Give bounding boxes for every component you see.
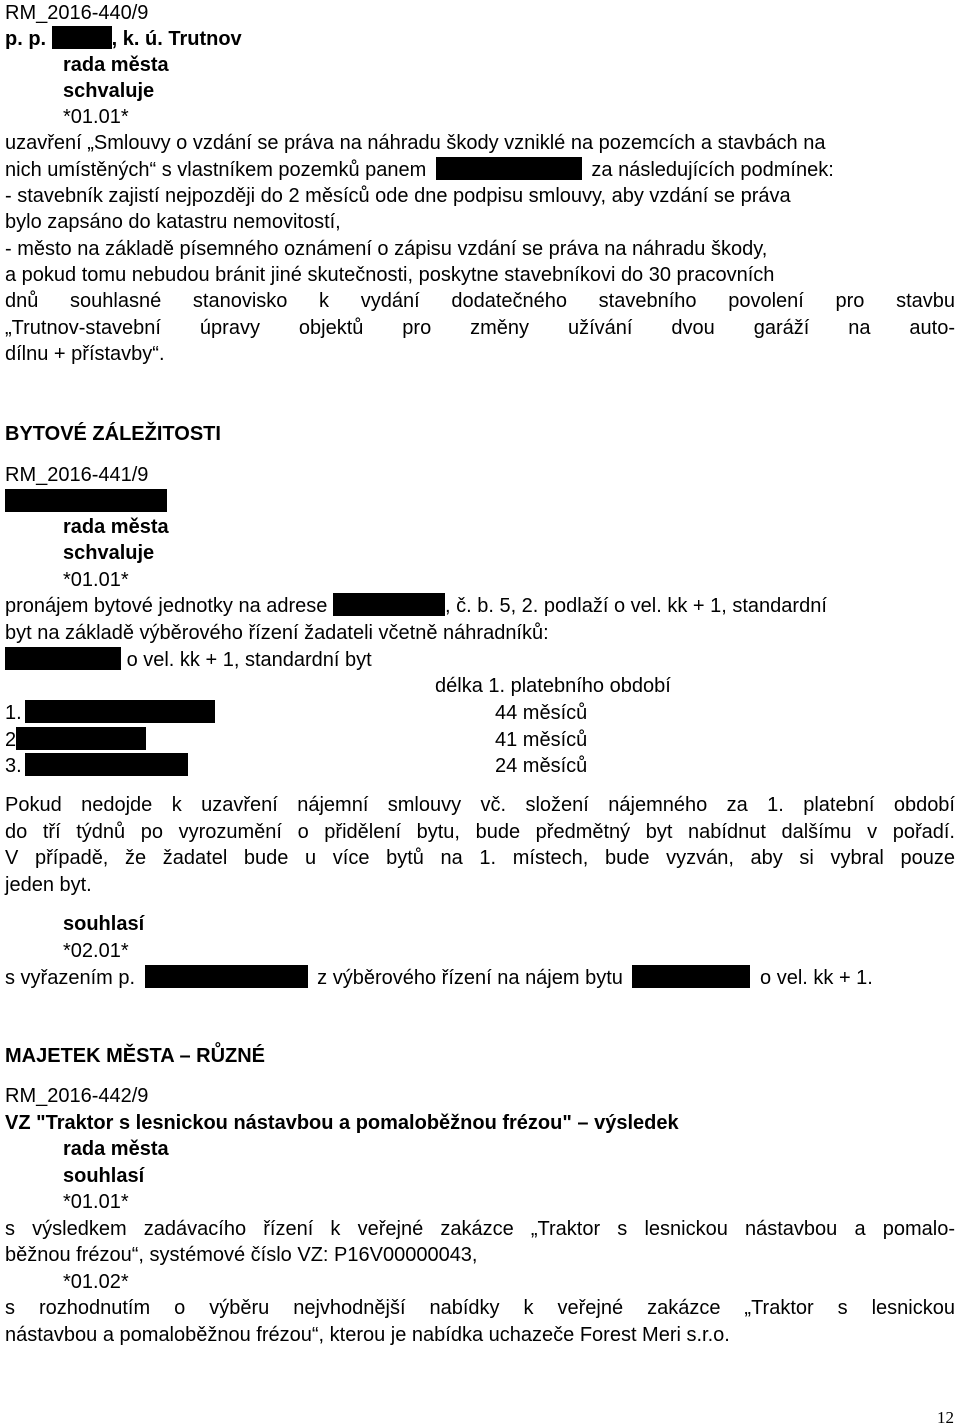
page-number: 12 bbox=[937, 1408, 954, 1427]
list-item bbox=[5, 700, 215, 727]
council-label: rada města bbox=[63, 1138, 169, 1160]
column-header: délka 1. platebního období bbox=[435, 675, 671, 697]
text-line: běžnou frézou“, systémové číslo VZ: P16V00000043, bbox=[5, 1244, 478, 1266]
resolution-ref-440: RM_2016-440/9 bbox=[5, 2, 149, 24]
section-heading: BYTOVÉ ZÁLEŽITOSTI bbox=[5, 423, 221, 445]
text-line: bylo zapsáno do katastru nemovitostí, bbox=[5, 211, 341, 233]
text-span: s vyřazením p. bbox=[5, 967, 136, 989]
text-line-justified: do tří týdnů po vyrozumění o přidělení bytu, bude předmětný byt nabídnut dalšímu v pořadí. bbox=[5, 821, 955, 843]
text-span: nich umístěných“ s vlastníkem pozemků panem bbox=[5, 159, 427, 181]
redaction-block bbox=[5, 647, 121, 670]
list-months: 41 měsíců bbox=[495, 729, 588, 751]
verb-label: schvaluje bbox=[63, 542, 155, 564]
resolution-ref-441: RM_2016-441/9 bbox=[5, 464, 149, 486]
text-line: - stavebník zajistí nejpozději do 2 měsíců ode dne podpisu smlouvy, aby vzdání se práva bbox=[5, 185, 791, 207]
resolution-subject-441 bbox=[5, 489, 167, 516]
text-span: o vel. kk + 1. bbox=[760, 967, 873, 989]
text-span: , č. b. 5, 2. podlaží o vel. kk + 1, standardní bbox=[444, 595, 827, 617]
text-line bbox=[5, 965, 873, 992]
list-item bbox=[5, 753, 188, 780]
text-line-justified: s rozhodnutím o výběru nejvhodnější nabídky k veřejné zakázce „Traktor s lesnickou bbox=[5, 1297, 955, 1319]
text-line: byt na základě výběrového řízení žadateli včetně náhradníků: bbox=[5, 622, 549, 644]
resolution-subject-440 bbox=[5, 26, 242, 53]
text-line bbox=[5, 647, 372, 674]
verb-label: souhlasí bbox=[63, 1165, 145, 1187]
text-line bbox=[5, 593, 827, 620]
text-span: o vel. kk + 1, standardní byt bbox=[126, 649, 372, 671]
clause-number: *01.01* bbox=[63, 106, 129, 128]
text-line: dílnu + přístavby“. bbox=[5, 343, 165, 365]
section-heading: MAJETEK MĚSTA – RŮZNÉ bbox=[5, 1045, 266, 1067]
redaction-block bbox=[632, 965, 750, 988]
text-line: uzavření „Smlouvy o vzdání se práva na náhradu škody vzniklé na pozemcích a stavbách na bbox=[5, 132, 826, 154]
list-number: 1. bbox=[5, 702, 22, 724]
redaction-block bbox=[52, 26, 112, 49]
resolution-ref-442: RM_2016-442/9 bbox=[5, 1085, 149, 1107]
subject-prefix: p. p. bbox=[5, 28, 47, 50]
redaction-block bbox=[333, 593, 445, 616]
list-item bbox=[5, 727, 146, 754]
text-line bbox=[5, 157, 834, 184]
text-line-justified: Pokud nedojde k uzavření nájemní smlouvy vč. složení nájemného za 1. platební období bbox=[5, 794, 955, 816]
redaction-block bbox=[25, 700, 215, 723]
text-line: nástavbou a pomaloběžnou frézou“, kterou je nabídka uchazeče Forest Meri s.r.o. bbox=[5, 1324, 730, 1346]
list-months: 44 měsíců bbox=[495, 702, 588, 724]
text-span: za následujících podmínek: bbox=[591, 159, 834, 181]
redaction-block bbox=[16, 727, 146, 750]
text-line-justified: dnů souhlasné stanovisko k vydání dodatečného stavebního povolení pro stavbu bbox=[5, 290, 955, 312]
verb-label: schvaluje bbox=[63, 80, 155, 102]
clause-number: *01.01* bbox=[63, 1191, 129, 1213]
list-number: 2 bbox=[5, 729, 17, 751]
text-span: z výběrového řízení na nájem bytu bbox=[317, 967, 623, 989]
text-line-justified: s výsledkem zadávacího řízení k veřejné zakázce „Traktor s lesnickou nástavbou a pomalo- bbox=[5, 1218, 955, 1240]
resolution-title: VZ "Traktor s lesnickou nástavbou a pomaloběžnou frézou" – výsledek bbox=[5, 1112, 679, 1134]
text-line-justified: V případě, že žadatel bude u více bytů na 1. místech, bude vyzván, aby si vybral pouze bbox=[5, 847, 955, 869]
redaction-block bbox=[145, 965, 308, 988]
list-months: 24 měsíců bbox=[495, 755, 588, 777]
clause-number: *02.01* bbox=[63, 940, 129, 962]
redaction-block bbox=[436, 157, 582, 180]
text-line-justified: „Trutnov-stavební úpravy objektů pro změny užívání dvou garáží na auto- bbox=[5, 317, 955, 339]
text-line: jeden byt. bbox=[5, 874, 92, 896]
subject-suffix: , k. ú. Trutnov bbox=[111, 28, 242, 50]
text-span: pronájem bytové jednotky na adrese bbox=[5, 595, 328, 617]
text-line: - město na základě písemného oznámení o zápisu vzdání se práva na náhradu škody, bbox=[5, 238, 768, 260]
clause-number: *01.01* bbox=[63, 569, 129, 591]
council-label: rada města bbox=[63, 516, 169, 538]
redaction-block bbox=[5, 489, 167, 512]
redaction-block bbox=[25, 753, 188, 776]
verb-label: souhlasí bbox=[63, 913, 145, 935]
list-number: 3. bbox=[5, 755, 22, 777]
council-label: rada města bbox=[63, 54, 169, 76]
clause-number: *01.02* bbox=[63, 1271, 129, 1293]
text-line: a pokud tomu nebudou bránit jiné skutečnosti, poskytne stavebníkovi do 30 pracovních bbox=[5, 264, 775, 286]
